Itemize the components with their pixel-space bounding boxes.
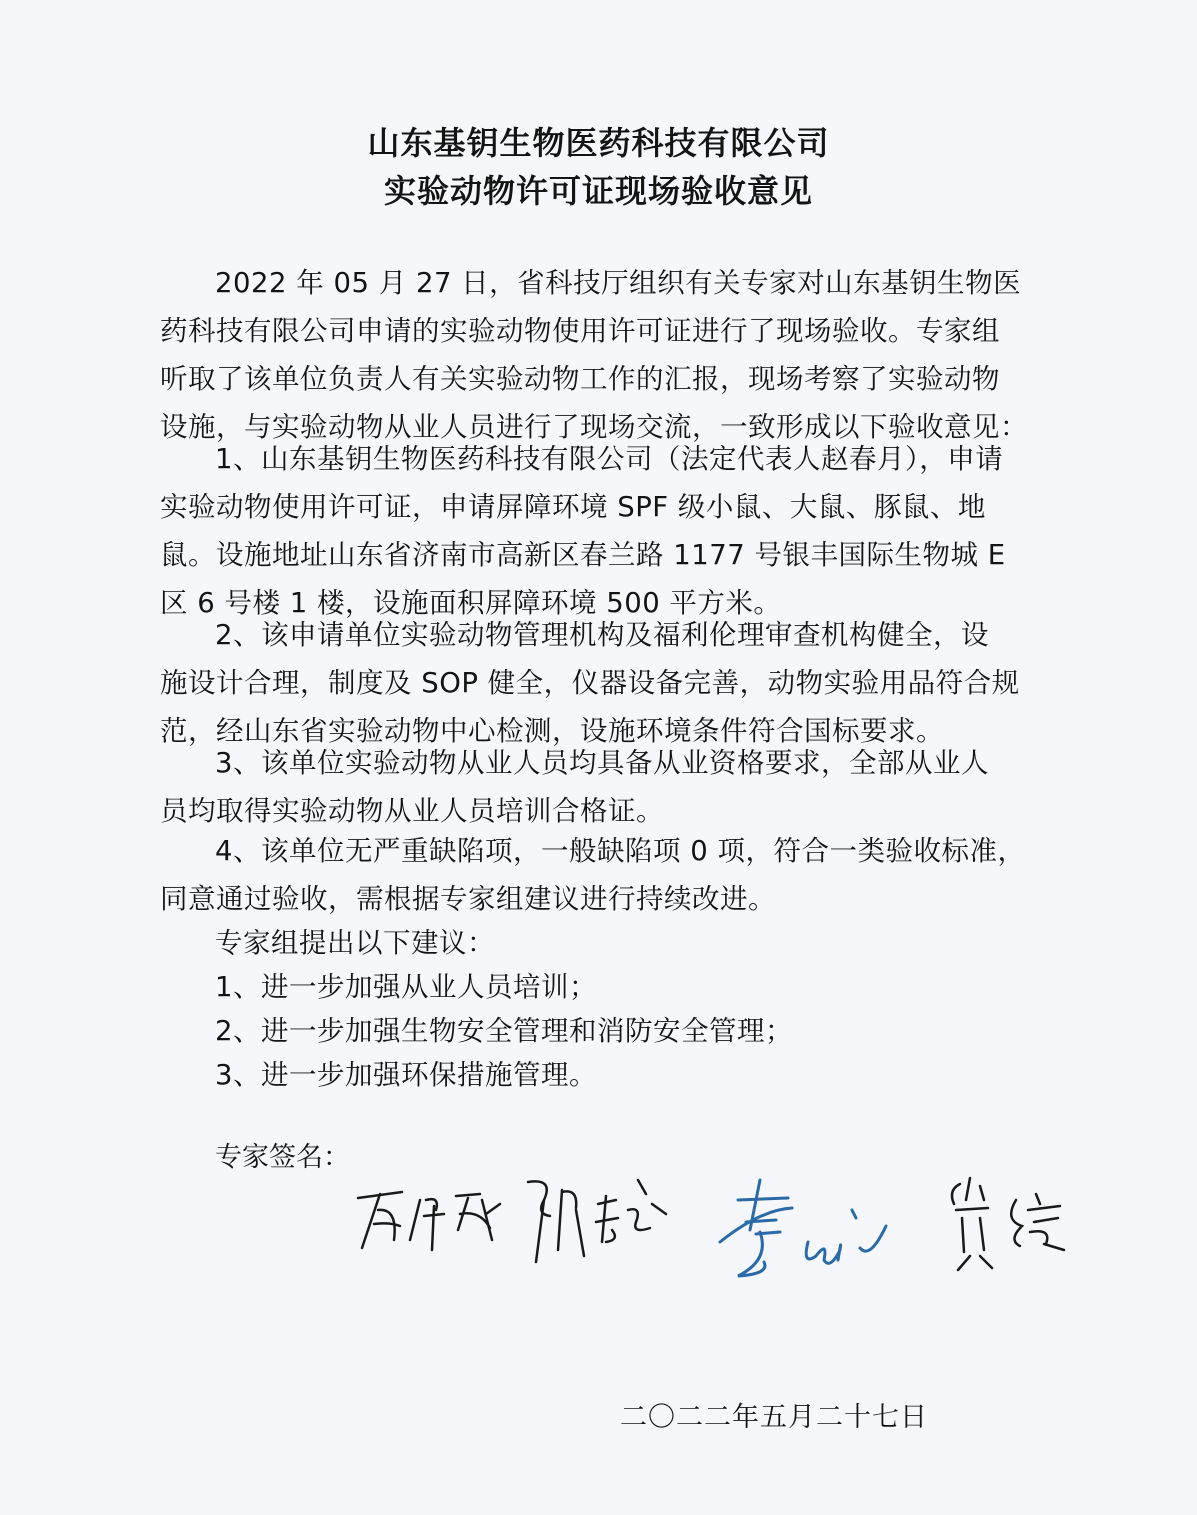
expert-signatures	[340, 1170, 1100, 1280]
paragraph-line: 2022 年 05 月 27 日，省科技厅组织有关专家对山东基钥生物医	[215, 267, 1022, 299]
paragraph-line: 4、该单位无严重缺陷项，一般缺陷项 0 项，符合一类验收标准，	[215, 835, 1026, 867]
document-title-company: 山东基钥生物医药科技有限公司	[367, 124, 830, 162]
document-date: 二〇二二年五月二十七日	[620, 1402, 928, 1433]
paragraph-line: 听取了该单位负责人有关实验动物工作的汇报，现场考察了实验动物	[160, 363, 1000, 395]
suggestion-item: 3、进一步加强环保措施管理。	[215, 1059, 597, 1091]
handwritten-signature-4	[952, 1178, 1064, 1270]
suggestion-item: 2、进一步加强生物安全管理和消防安全管理；	[215, 1015, 793, 1047]
signature-label: 专家签名：	[215, 1142, 350, 1173]
handwritten-signature-2	[528, 1180, 666, 1262]
document-title-subject: 实验动物许可证现场验收意见	[383, 172, 813, 210]
paragraph-line: 施设计合理，制度及 SOP 健全，仪器设备完善，动物实验用品符合规	[160, 667, 1020, 699]
paragraph-line: 区 6 号楼 1 楼，设施面积屏障环境 500 平方米。	[160, 587, 782, 619]
paragraph-line: 3、该单位实验动物从业人员均具备从业资格要求，全部从业人	[215, 747, 989, 779]
paragraph-line: 范，经山东省实验动物中心检测，设施环境条件符合国标要求。	[160, 715, 944, 747]
handwritten-signature-1	[358, 1192, 500, 1250]
paragraph-line: 设施，与实验动物从业人员进行了现场交流，一致形成以下验收意见：	[160, 411, 1028, 443]
paragraph-line: 鼠。设施地址山东省济南市高新区春兰路 1177 号银丰国际生物城 E	[160, 539, 1006, 571]
paragraph-line: 1、山东基钥生物医药科技有限公司（法定代表人赵春月），申请	[215, 443, 1004, 475]
paragraph-line: 同意通过验收，需根据专家组建议进行持续改进。	[160, 883, 776, 915]
paragraph-line: 2、该申请单位实验动物管理机构及福利伦理审查机构健全，设	[215, 619, 989, 651]
paragraph-line: 药科技有限公司申请的实验动物使用许可证进行了现场验收。专家组	[160, 315, 1000, 347]
handwritten-signature-3	[720, 1180, 886, 1276]
suggestions-heading: 专家组提出以下建议：	[215, 927, 495, 959]
paragraph-line: 员均取得实验动物从业人员培训合格证。	[160, 795, 664, 827]
paragraph-line: 实验动物使用许可证，申请屏障环境 SPF 级小鼠、大鼠、豚鼠、地	[160, 491, 986, 523]
suggestion-item: 1、进一步加强从业人员培训；	[215, 971, 597, 1003]
